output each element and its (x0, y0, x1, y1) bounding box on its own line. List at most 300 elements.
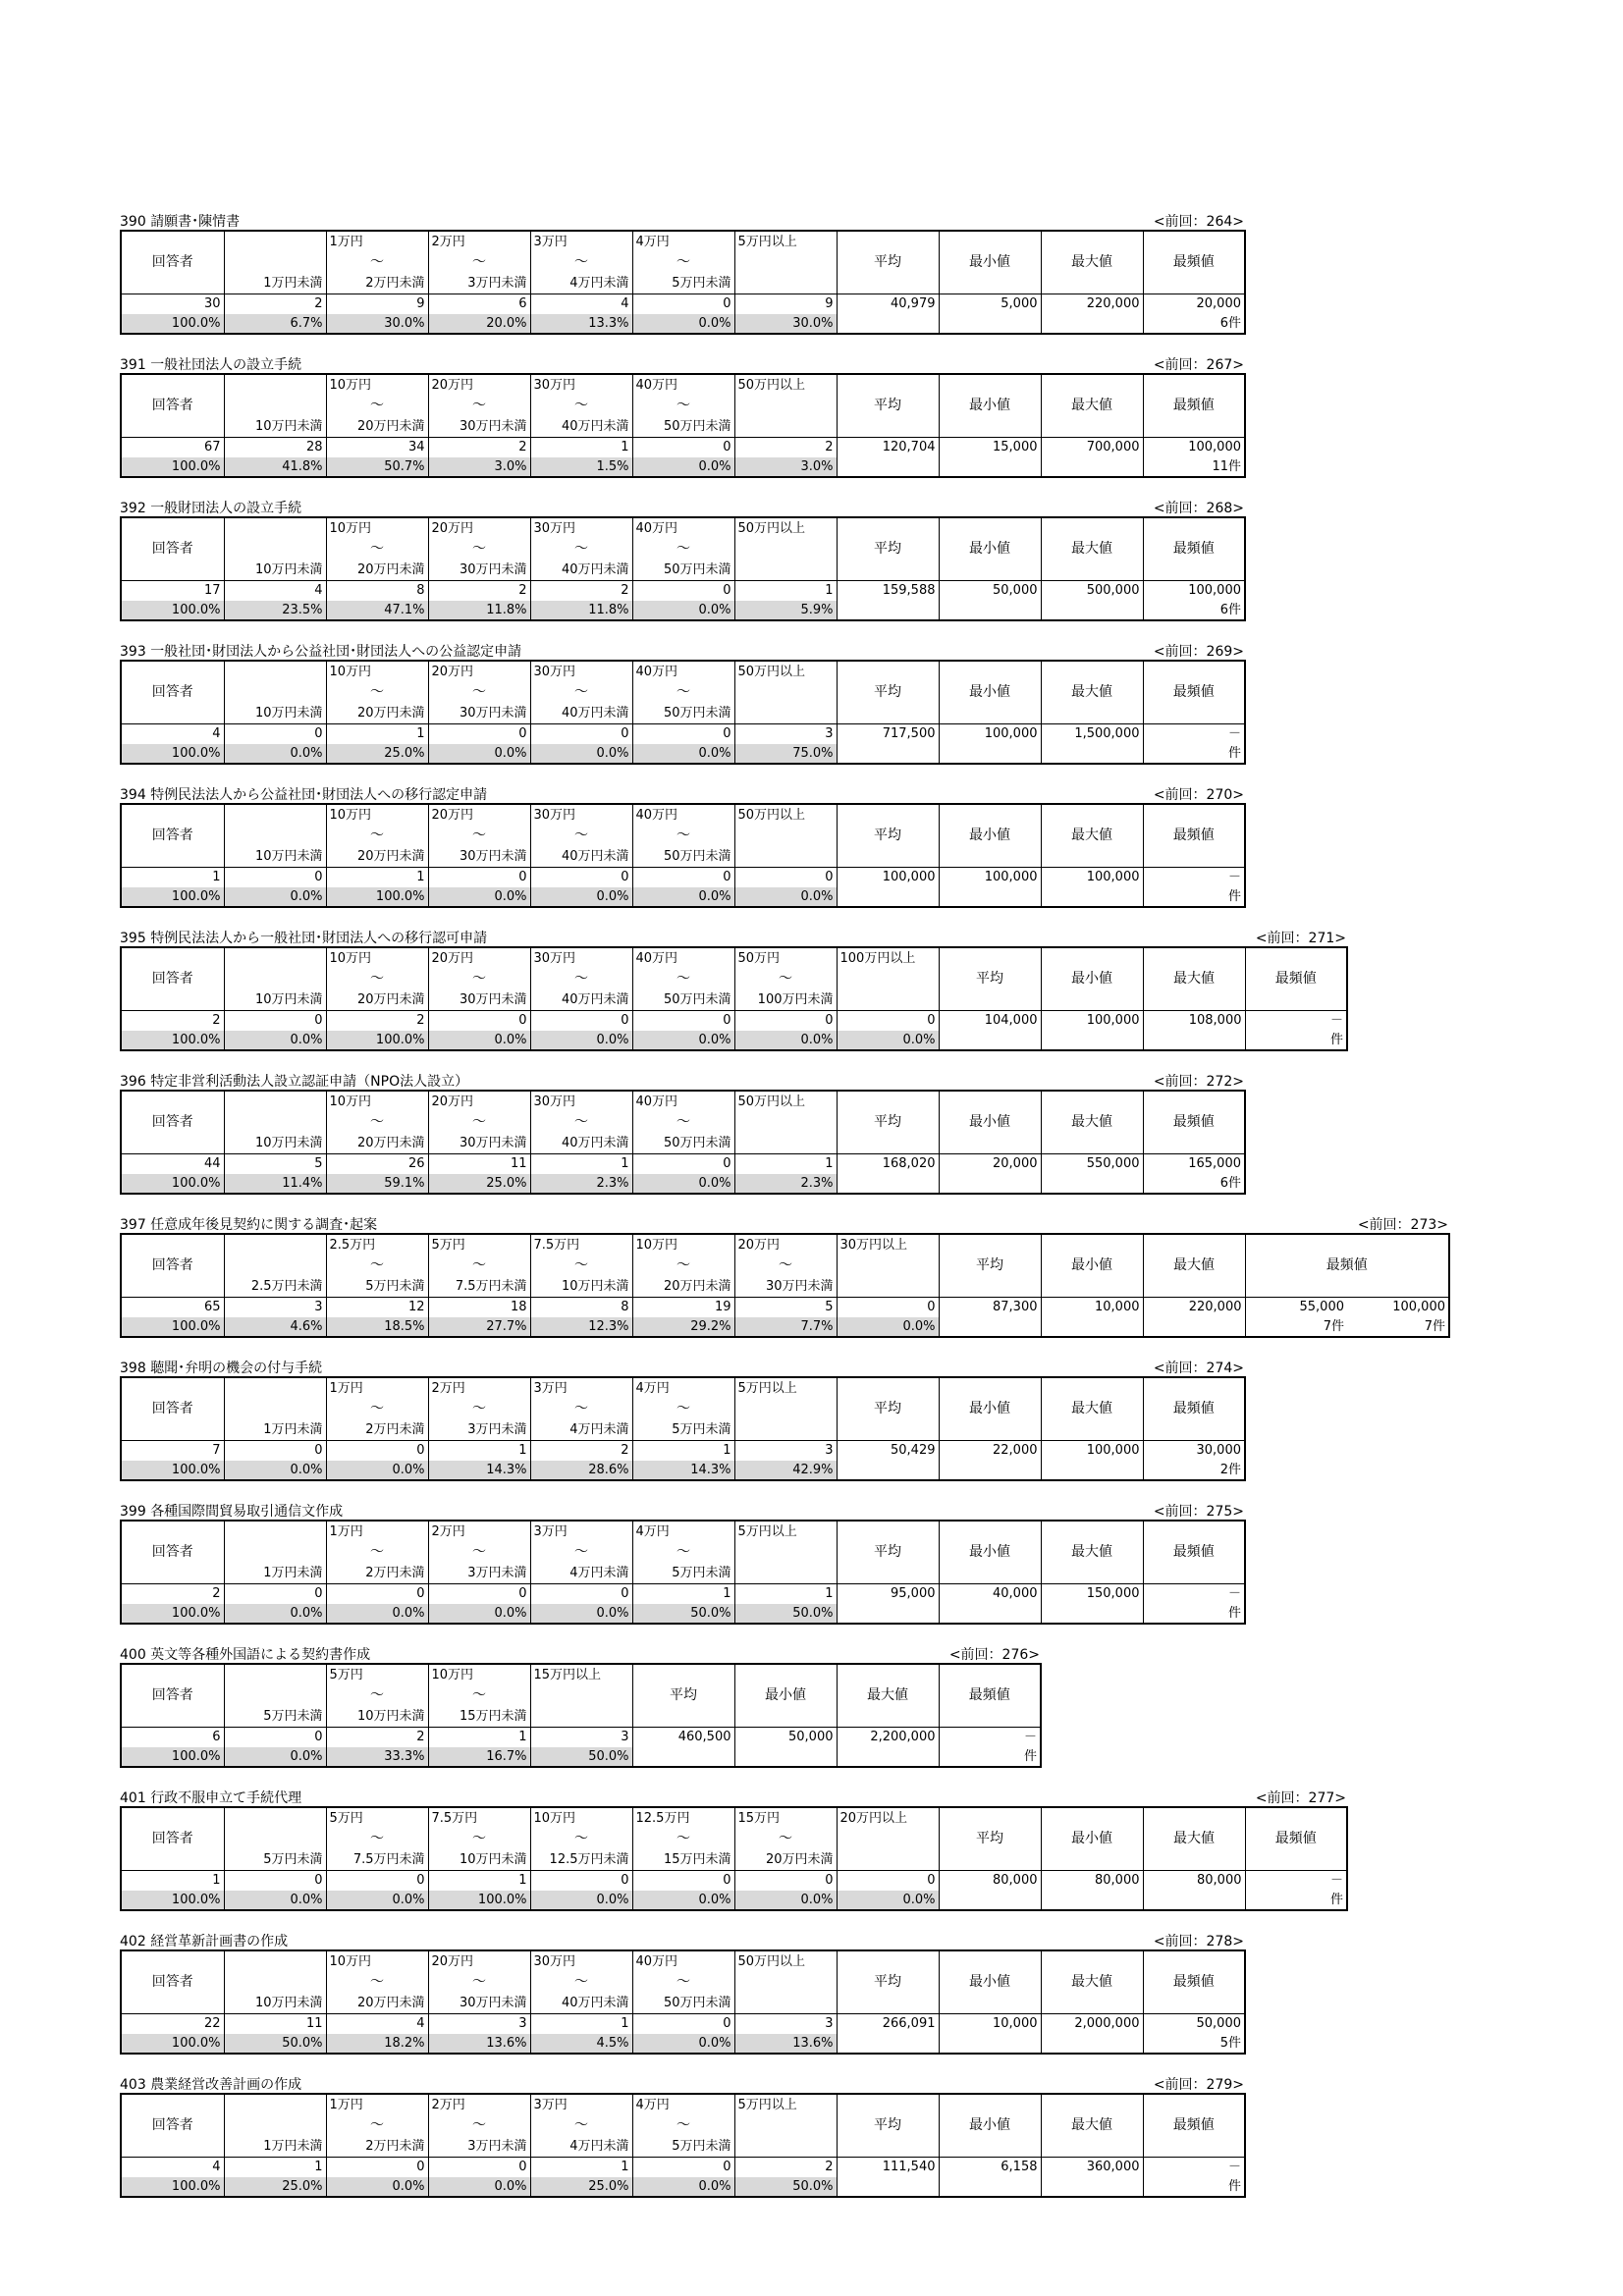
bin-range-separator (224, 1829, 326, 1849)
bin-range-separator: ～ (734, 969, 837, 989)
bin-lower-label: 5万円 (326, 1807, 428, 1829)
bin-upper-label: 10万円未満 (224, 846, 326, 868)
bin-percent: 7.7% (734, 1317, 837, 1337)
bin-range-separator: ～ (428, 1399, 530, 1419)
bin-upper-label: 50万円未満 (632, 846, 734, 868)
bin-count: 2 (428, 581, 530, 601)
bin-count: 1 (734, 581, 837, 601)
bin-lower-label: 5万円以上 (734, 2094, 837, 2115)
bin-range-separator (224, 826, 326, 846)
min-header: 最小値 (939, 2094, 1041, 2158)
bin-percent: 20.0% (428, 314, 530, 334)
section-392 (120, 496, 1450, 639)
bin-percent: 0.0% (632, 1174, 734, 1194)
bin-lower-label: 30万円 (530, 1091, 632, 1112)
bin-lower-label (224, 1807, 326, 1829)
bin-range-separator (734, 539, 837, 560)
bin-upper-label (734, 560, 837, 581)
bin-count: 0 (837, 1298, 939, 1317)
bin-upper-label: 30万円未満 (428, 989, 530, 1011)
bin-upper-label: 40万円未満 (530, 989, 632, 1011)
bin-upper-label: 5万円未満 (224, 1849, 326, 1871)
bin-range-separator (734, 1542, 837, 1563)
section-title-text: 一般社団法人の設立手続 (150, 357, 302, 373)
bin-count: 0 (734, 1011, 837, 1031)
bin-percent: 0.0% (837, 1031, 939, 1050)
mode-value: － (1143, 724, 1245, 744)
bin-percent: 13.3% (530, 314, 632, 334)
bin-upper-label: 1万円未満 (224, 273, 326, 294)
mode-count: 件 (1245, 1031, 1347, 1050)
bin-percent: 0.0% (530, 1891, 632, 1910)
bin-range-separator (734, 2115, 837, 2136)
bin-range-separator: ～ (428, 682, 530, 703)
bin-upper-label: 5万円未満 (632, 1563, 734, 1584)
min-header: 最小値 (734, 1664, 837, 1728)
bin-count: 19 (632, 1298, 734, 1317)
bin-count: 8 (530, 1298, 632, 1317)
max-header: 最大値 (1041, 804, 1143, 868)
bin-range-separator (734, 682, 837, 703)
bin-lower-label: 7.5万円 (428, 1807, 530, 1829)
bin-percent: 100.0% (326, 1031, 428, 1050)
respondent-count: 2 (121, 1011, 224, 1031)
bin-upper-label: 20万円未満 (326, 1133, 428, 1154)
bin-upper-label: 10万円未満 (224, 560, 326, 581)
bin-percent: 100.0% (428, 1891, 530, 1910)
section-title (120, 501, 301, 516)
bin-upper-label: 30万円未満 (428, 846, 530, 868)
bin-range-separator (224, 1399, 326, 1419)
mode-header: 最頻値 (1143, 2094, 1245, 2158)
bin-count: 3 (428, 2014, 530, 2034)
bin-count: 3 (734, 724, 837, 744)
mode-header: 最頻値 (1143, 1091, 1245, 1154)
bin-lower-label: 3万円 (530, 1521, 632, 1542)
bin-upper-label: 50万円未満 (632, 989, 734, 1011)
section-403 (120, 2072, 1450, 2216)
bin-range-separator (224, 396, 326, 416)
bin-count: 0 (224, 724, 326, 744)
mode-value: 100,000 (1347, 1298, 1449, 1317)
bin-count: 1 (530, 1154, 632, 1174)
avg-header: 平均 (939, 1807, 1041, 1871)
bin-lower-label: 1万円 (326, 1521, 428, 1542)
average-value: 104,000 (939, 1011, 1041, 1050)
bin-percent: 0.0% (632, 887, 734, 907)
section-391 (120, 352, 1450, 496)
mode-value: － (1143, 868, 1245, 887)
bin-lower-label: 15万円以上 (530, 1664, 632, 1685)
mode-header: 最頻値 (1143, 1521, 1245, 1584)
bin-count: 1 (428, 1871, 530, 1891)
min-header: 最小値 (939, 1091, 1041, 1154)
bin-upper-label: 4万円未満 (530, 1419, 632, 1441)
bin-upper-label: 100万円未満 (734, 989, 837, 1011)
bin-range-separator (224, 1542, 326, 1563)
respondent-count: 17 (121, 581, 224, 601)
mode-value: 20,000 (1143, 294, 1245, 314)
mode-count: 7件 (1347, 1317, 1449, 1337)
mode-value: 100,000 (1143, 438, 1245, 457)
bin-upper-label: 5万円未満 (632, 273, 734, 294)
mode-value: － (1245, 1011, 1347, 1031)
section-390 (120, 209, 1450, 352)
section-title-text: 一般社団･財団法人から公益社団･財団法人への公益認定申請 (150, 644, 522, 660)
bin-percent: 2.3% (734, 1174, 837, 1194)
respondents-header: 回答者 (121, 1521, 224, 1584)
bin-upper-label: 20万円未満 (326, 560, 428, 581)
bin-upper-label: 20万円未満 (326, 1993, 428, 2014)
bin-range-separator: ～ (632, 1829, 734, 1849)
mode-value: 55,000 (1245, 1298, 1347, 1317)
bin-count: 0 (837, 1871, 939, 1891)
bin-percent: 11.8% (428, 601, 530, 620)
bin-lower-label: 40万円 (632, 1950, 734, 1972)
bin-range-separator: ～ (326, 969, 428, 989)
section-number: 391 (120, 357, 146, 373)
section-number: 397 (120, 1217, 146, 1233)
mode-header: 最頻値 (1143, 804, 1245, 868)
section-title (120, 1790, 301, 1806)
stats-table (120, 1806, 1348, 1911)
section-number: 390 (120, 214, 146, 230)
bin-upper-label (734, 1563, 837, 1584)
avg-header: 平均 (837, 1521, 939, 1584)
bin-range-separator: ～ (632, 396, 734, 416)
bin-percent: 0.0% (428, 887, 530, 907)
bin-count: 3 (734, 2014, 837, 2034)
bin-upper-label (734, 273, 837, 294)
count-row (121, 2014, 1245, 2034)
mode-header: 最頻値 (1245, 1234, 1449, 1298)
bin-lower-label (224, 1234, 326, 1255)
bin-count: 2 (326, 1011, 428, 1031)
bin-percent: 0.0% (734, 1891, 837, 1910)
bin-percent: 0.0% (837, 1891, 939, 1910)
respondents-header: 回答者 (121, 374, 224, 438)
bin-percent: 0.0% (734, 1031, 837, 1050)
stats-table (120, 1949, 1246, 2055)
bin-range-separator: ～ (530, 396, 632, 416)
bin-count: 0 (326, 1441, 428, 1461)
bin-lower-label: 4万円 (632, 1521, 734, 1542)
section-title (120, 1504, 343, 1520)
minimum-value: 40,000 (939, 1584, 1041, 1624)
min-header: 最小値 (939, 1950, 1041, 2014)
bin-range-separator: ～ (632, 539, 734, 560)
bin-lower-label (224, 231, 326, 252)
bin-upper-label: 3万円未満 (428, 273, 530, 294)
bin-lower-label: 20万円 (428, 517, 530, 539)
section-402 (120, 1929, 1450, 2072)
bin-range-separator: ～ (428, 969, 530, 989)
bin-count: 0 (530, 1871, 632, 1891)
bin-count: 4 (224, 581, 326, 601)
average-value: 100,000 (837, 868, 939, 907)
avg-header: 平均 (939, 947, 1041, 1011)
maximum-value: 2,200,000 (837, 1728, 939, 1767)
bin-lower-label: 20万円 (428, 947, 530, 969)
section-number: 396 (120, 1074, 146, 1090)
bin-upper-label: 2.5万円未満 (224, 1276, 326, 1298)
bin-lower-label: 50万円以上 (734, 374, 837, 396)
bin-range-separator: ～ (530, 969, 632, 989)
previous-reference: <前回：275> (1153, 1504, 1244, 1520)
minimum-value: 15,000 (939, 438, 1041, 477)
bin-range-separator: ～ (428, 1972, 530, 1993)
respondent-count: 7 (121, 1441, 224, 1461)
previous-reference: <前回：277> (1255, 1790, 1346, 1806)
bin-range-separator (224, 1972, 326, 1993)
count-row (121, 724, 1245, 744)
mode-count: 件 (1143, 887, 1245, 907)
bin-count: 0 (326, 1584, 428, 1604)
bin-percent: 16.7% (428, 1747, 530, 1767)
bin-lower-label: 3万円 (530, 1377, 632, 1399)
bin-percent: 0.0% (428, 1604, 530, 1624)
bin-lower-label: 10万円 (326, 1091, 428, 1112)
bin-percent: 25.0% (224, 2177, 326, 2197)
previous-reference: <前回：274> (1153, 1361, 1244, 1376)
respondents-header: 回答者 (121, 1091, 224, 1154)
section-title (120, 214, 240, 230)
bin-upper-label (734, 1419, 837, 1441)
bin-range-separator: ～ (428, 1685, 530, 1706)
bin-upper-label: 20万円未満 (326, 703, 428, 724)
bin-percent: 0.0% (224, 744, 326, 764)
bin-count: 1 (530, 2158, 632, 2177)
max-header: 最大値 (1041, 2094, 1143, 2158)
bin-percent: 12.3% (530, 1317, 632, 1337)
count-row (121, 1011, 1347, 1031)
previous-reference: <前回：264> (1153, 214, 1244, 230)
minimum-value: 100,000 (939, 868, 1041, 907)
avg-header: 平均 (837, 804, 939, 868)
bin-percent: 0.0% (428, 1031, 530, 1050)
section-header (120, 1499, 1244, 1520)
bin-percent: 100.0% (326, 887, 428, 907)
min-header: 最小値 (939, 1521, 1041, 1584)
bin-count: 0 (632, 868, 734, 887)
bin-upper-label: 10万円未満 (224, 416, 326, 438)
bin-percent: 25.0% (326, 744, 428, 764)
max-header: 最大値 (1041, 517, 1143, 581)
bin-count: 26 (326, 1154, 428, 1174)
bin-range-separator (837, 1829, 939, 1849)
bin-upper-label: 5万円未満 (326, 1276, 428, 1298)
maximum-value: 220,000 (1143, 1298, 1245, 1337)
minimum-value: 22,000 (939, 1441, 1041, 1480)
average-value: 95,000 (837, 1584, 939, 1624)
bin-upper-label: 20万円未満 (326, 846, 428, 868)
count-row (121, 1871, 1347, 1891)
bin-percent: 2.3% (530, 1174, 632, 1194)
respondent-count: 6 (121, 1728, 224, 1747)
average-value: 120,704 (837, 438, 939, 477)
minimum-value: 10,000 (939, 2014, 1041, 2054)
bin-upper-label: 5万円未満 (632, 1419, 734, 1441)
previous-reference: <前回：272> (1153, 1074, 1244, 1090)
section-number: 401 (120, 1790, 146, 1806)
bin-percent: 6.7% (224, 314, 326, 334)
bin-count: 5 (224, 1154, 326, 1174)
minimum-value: 5,000 (939, 294, 1041, 334)
bin-upper-label: 3万円未満 (428, 1563, 530, 1584)
bin-range-separator: ～ (632, 1542, 734, 1563)
bin-count: 0 (224, 868, 326, 887)
section-400 (120, 1642, 1450, 1786)
section-header (120, 1786, 1346, 1806)
min-header: 最小値 (939, 231, 1041, 294)
bin-count: 0 (224, 1728, 326, 1747)
bin-percent: 41.8% (224, 457, 326, 477)
bin-upper-label: 5万円未満 (224, 1706, 326, 1728)
section-header (120, 926, 1346, 946)
bin-range-separator: ～ (530, 539, 632, 560)
bin-lower-label: 2.5万円 (326, 1234, 428, 1255)
section-393 (120, 639, 1450, 782)
bin-lower-label: 30万円 (530, 804, 632, 826)
max-header: 最大値 (1143, 1807, 1245, 1871)
bin-lower-label: 30万円 (530, 374, 632, 396)
bin-range-separator: ～ (326, 1829, 428, 1849)
min-header: 最小値 (939, 374, 1041, 438)
avg-header: 平均 (632, 1664, 734, 1728)
bin-lower-label: 40万円 (632, 517, 734, 539)
bin-lower-label: 40万円 (632, 1091, 734, 1112)
section-title (120, 1074, 468, 1090)
bin-range-separator (530, 1685, 632, 1706)
bin-percent: 0.0% (326, 1461, 428, 1480)
bin-count: 1 (530, 2014, 632, 2034)
stats-table (120, 230, 1246, 335)
bin-lower-label (224, 1521, 326, 1542)
bin-lower-label (224, 1091, 326, 1112)
bin-range-separator: ～ (428, 1255, 530, 1276)
section-394 (120, 782, 1450, 926)
bin-upper-label: 3万円未満 (428, 1419, 530, 1441)
bin-upper-label: 10万円未満 (428, 1849, 530, 1871)
stats-table (120, 1090, 1246, 1195)
total-percent: 100.0% (121, 1031, 224, 1050)
bin-percent: 3.0% (428, 457, 530, 477)
bin-count: 11 (224, 2014, 326, 2034)
bin-lower-label: 50万円以上 (734, 517, 837, 539)
respondent-count: 4 (121, 724, 224, 744)
bin-percent: 59.1% (326, 1174, 428, 1194)
respondent-count: 22 (121, 2014, 224, 2034)
mode-count: 件 (939, 1747, 1041, 1767)
min-header: 最小値 (1041, 1807, 1143, 1871)
bin-count: 2 (530, 581, 632, 601)
stats-table (120, 516, 1246, 621)
count-row (121, 438, 1245, 457)
maximum-value: 220,000 (1041, 294, 1143, 334)
minimum-value: 80,000 (1041, 1871, 1143, 1910)
bin-lower-label: 40万円 (632, 804, 734, 826)
count-row (121, 581, 1245, 601)
bin-upper-label (734, 416, 837, 438)
percent-row (121, 1317, 1449, 1337)
bin-percent: 0.0% (224, 887, 326, 907)
respondent-count: 1 (121, 868, 224, 887)
bin-upper-label: 30万円未満 (428, 1993, 530, 2014)
minimum-value: 20,000 (939, 1154, 1041, 1194)
bin-count: 9 (326, 294, 428, 314)
bin-range-separator: ～ (326, 1112, 428, 1133)
maximum-value: 150,000 (1041, 1584, 1143, 1624)
bin-percent: 14.3% (632, 1461, 734, 1480)
mode-value: 50,000 (1143, 2014, 1245, 2034)
total-percent: 100.0% (121, 457, 224, 477)
bin-lower-label: 30万円以上 (837, 1234, 939, 1255)
bin-range-separator: ～ (326, 2115, 428, 2136)
bin-range-separator: ～ (428, 1542, 530, 1563)
mode-count: 11件 (1143, 457, 1245, 477)
bin-percent: 47.1% (326, 601, 428, 620)
bin-lower-label: 10万円 (632, 1234, 734, 1255)
bin-percent: 25.0% (530, 2177, 632, 2197)
bin-range-separator: ～ (530, 1829, 632, 1849)
section-title-text: 特例民法法人から公益社団･財団法人への移行認定申請 (150, 787, 488, 803)
bin-range-separator (224, 682, 326, 703)
bin-range-separator: ～ (428, 396, 530, 416)
bin-count: 28 (224, 438, 326, 457)
bin-upper-label: 20万円未満 (632, 1276, 734, 1298)
bin-count: 0 (530, 724, 632, 744)
bin-percent: 27.7% (428, 1317, 530, 1337)
bin-count: 0 (428, 1011, 530, 1031)
bin-range-separator: ～ (632, 1399, 734, 1419)
bin-count: 0 (734, 868, 837, 887)
bin-count: 0 (224, 1871, 326, 1891)
bin-range-separator (734, 826, 837, 846)
bin-lower-label: 10万円 (326, 517, 428, 539)
bin-upper-label: 10万円未満 (224, 1133, 326, 1154)
respondents-header: 回答者 (121, 1950, 224, 2014)
bin-lower-label (224, 374, 326, 396)
bin-count: 1 (632, 1441, 734, 1461)
max-header: 最大値 (1143, 947, 1245, 1011)
bin-upper-label: 40万円未満 (530, 703, 632, 724)
section-title (120, 1217, 377, 1233)
count-row (121, 1584, 1245, 1604)
bin-upper-label (734, 1133, 837, 1154)
section-number: 403 (120, 2077, 146, 2093)
stats-table (120, 803, 1246, 908)
bin-upper-label: 50万円未満 (632, 560, 734, 581)
bin-upper-label: 5万円未満 (632, 2136, 734, 2158)
count-row (121, 1154, 1245, 1174)
bin-lower-label (224, 1950, 326, 1972)
average-value: 460,500 (632, 1728, 734, 1767)
bin-count: 0 (632, 724, 734, 744)
bin-range-separator: ～ (530, 682, 632, 703)
bin-lower-label (224, 804, 326, 826)
bin-count: 1 (734, 1154, 837, 1174)
bin-percent: 4.5% (530, 2034, 632, 2054)
bin-lower-label: 50万円 (734, 947, 837, 969)
bin-count: 5 (734, 1298, 837, 1317)
bin-lower-label: 50万円以上 (734, 804, 837, 826)
section-399 (120, 1499, 1450, 1642)
bin-range-separator: ～ (632, 252, 734, 273)
count-row (121, 1728, 1041, 1747)
bin-range-separator: ～ (428, 1829, 530, 1849)
bin-lower-label: 30万円 (530, 517, 632, 539)
bin-upper-label: 30万円未満 (428, 703, 530, 724)
